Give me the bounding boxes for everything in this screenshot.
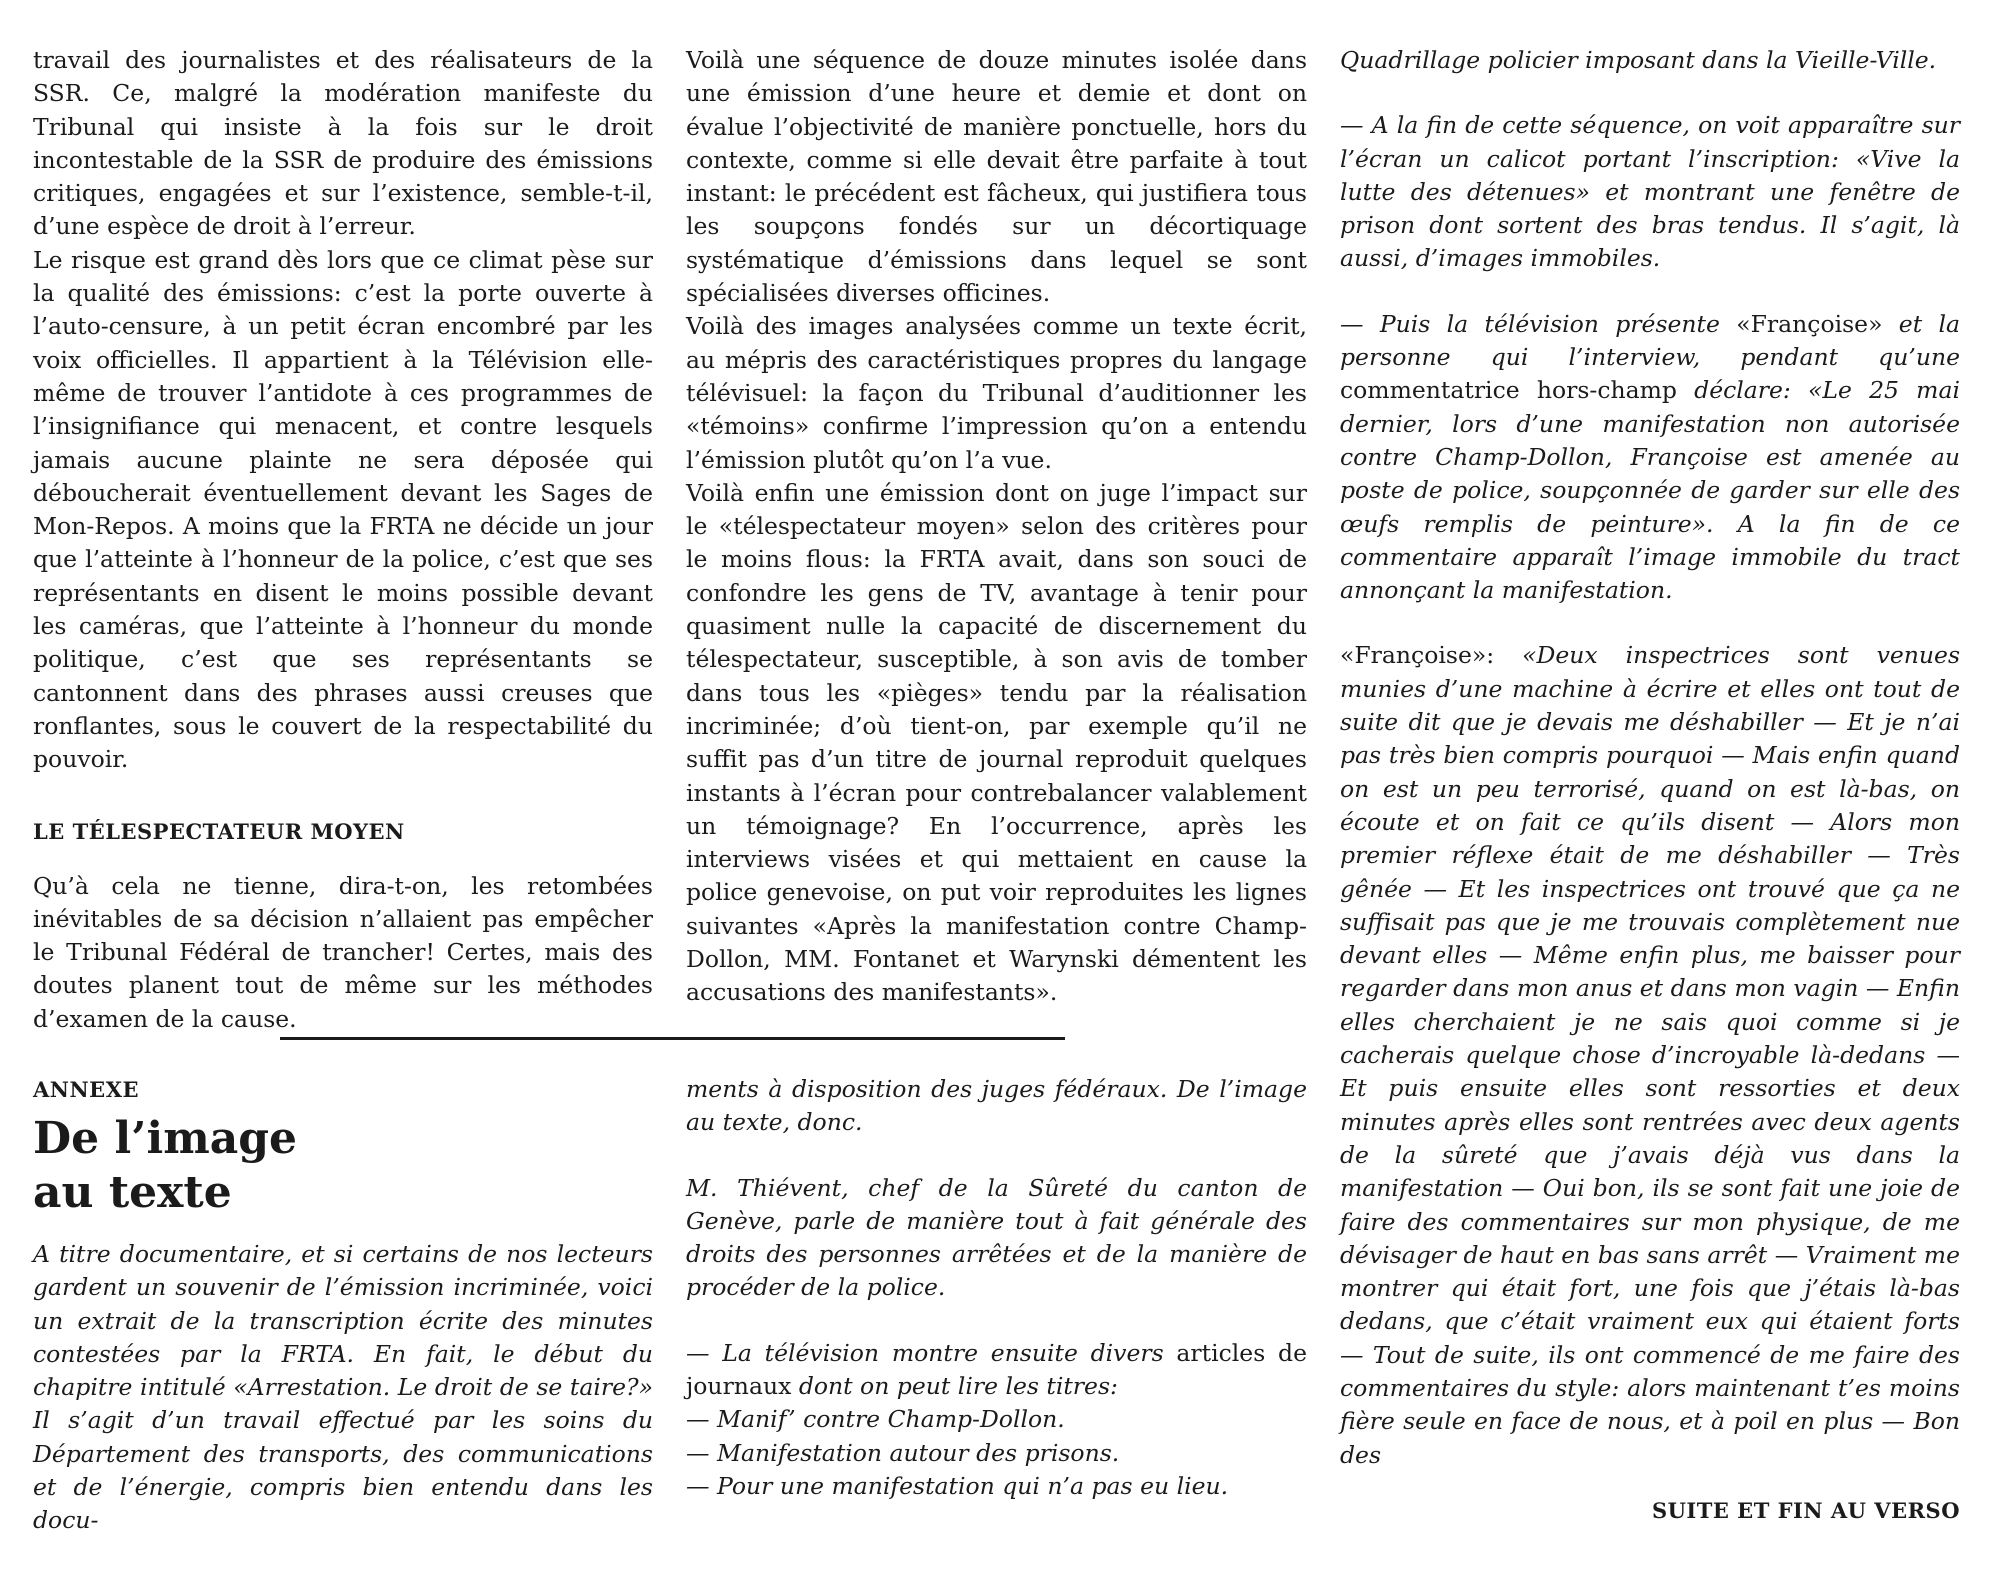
annexe-label: ANNEXE	[33, 1077, 139, 1102]
text-run: — La télévision montre ensuite divers	[686, 1338, 1164, 1367]
text-run: — Puis la télévision présente	[1340, 309, 1737, 338]
continued-notice: SUITE ET FIN AU VERSO	[1651, 1497, 1960, 1523]
text-run: «Deux inspectrices sont venues munies d’une machine à écrire et elles ont tout de suite dit que je devais me déshabiller — Et je n’ai pas très bien compris pourquoi — Mais enfin quand on est un peu terrorisé, quand on est là-bas, on écoute et on fait ce qu’ils disent — Alors mon premier réflexe était de me déshabiller — Très gênée — Et les inspectrices ont trouvé que ça ne suffisait pas que je me trouvais complètement nue devant elles — Même enfin plus, me baisser pour regarder dans mon anus et dans mon vagin — Enfin elles cherchaient je ne sais quoi comme si je cacherais quelque chose d’incroyable là-dedans — Et puis ensuite elles sont ressorties et deux minutes après elles sont rentrées avec deux agents de la sûreté que j’avais déjà vus dans la manifestation — Oui bon, ils se sont fait une joie de faire des commentaires sur mon physique, de me dévisager de haut en bas sans arrêt — Vraiment me montrer qui était fort, une fois que j’étais là-bas dedans, que c’était vraiment eux qui étaient forts — Tout de suite, ils ont commencé de me faire des commentaires du style: alors maintenant t’es moins fière seule en face de nous, et à poil en plus — Bon des	[1340, 641, 1961, 1469]
paragraph: Qu’à cela ne tienne, dira-t-on, les retombées inévitables de sa décision n’allaient pas empêcher le Tribunal Fédéral de trancher! Certes, mais des doutes planent tout de même sur les méthodes d’examen de la cause.	[33, 871, 653, 1033]
column-2-bottom	[686, 1073, 1307, 1503]
text-run: commentatrice hors-champ	[1340, 376, 1677, 405]
annexe-section	[33, 1073, 653, 1538]
text-run: «Françoise»:	[1340, 641, 1523, 670]
text-run: déclare: «Le 25 mai dernier, lors d’une manifestation non autorisée contre Champ-Dollon, Françoise est amenée au poste de police, soupçonnée de garder sur elle des œufs remplis de peinture». A la fin de ce commentaire apparaît l’image immobile du tract annonçant la manifestation.	[1340, 376, 1960, 605]
column-1-top	[33, 44, 653, 1036]
paragraph	[1340, 639, 1960, 1471]
headline-item: — Manifestation autour des prisons.	[686, 1438, 1120, 1467]
annexe-title-line-2: au texte	[33, 1167, 232, 1218]
column-2-top	[686, 44, 1307, 1010]
text-run: articles de journaux	[686, 1338, 1307, 1401]
text-run: dont on peut lire les titres:	[798, 1372, 1118, 1401]
paragraph: travail des journalistes et des réalisateurs de la SSR. Ce, malgré la modération manifeste du Tribunal qui insiste à la fois sur le droit incontestable de la SSR de produire des émissions critiques, engagées et sur l’existence, semble-t-il, d’une espèce de droit à l’erreur.	[33, 46, 653, 241]
paragraph	[1340, 308, 1960, 608]
paragraph: Le risque est grand dès lors que ce climat pèse sur la qualité des émissions: c’est la porte ouverte à l’auto-censure, à un petit écran encombré par les voix officielles. Il appartient à la Télévision elle-même de trouver l’antidote à ces programmes de l’insignifiance qui menacent, et contre lesquels jamais aucune plainte ne sera déposée qui déboucherait éventuellement devant les Sages de Mon-Repos. A moins que la FRTA ne décide un jour que l’atteinte à l’honneur de la police, c’est que ses représentants en disent le moins possible devant les caméras, que l’atteinte à l’honneur du monde politique, c’est que ses représentants se cantonnent dans des phrases aussi creuses que ronflantes, sous le couvert de la respectabilité du pouvoir.	[33, 245, 653, 774]
paragraph: ments à disposition des juges fédéraux. De l’image au texte, donc.	[686, 1075, 1307, 1137]
paragraph: Voilà une séquence de douze minutes isolée dans une émission d’une heure et demie et dont on évalue l’objectivité de manière ponctuelle, hors du contexte, comme si elle devait être parfaite à tout instant: le précédent est fâcheux, qui justifiera tous les soupçons fondés sur un décortiquage systématique d’émissions dans lequel se sont spécialisées diverses officines.	[686, 46, 1307, 308]
column-3	[1340, 44, 1960, 1527]
annexe-title	[33, 1112, 653, 1220]
paragraph: — A la fin de cette séquence, on voit apparaître sur l’écran un calicot portant l’inscription: «Vive la lutte des détenues» et montrant une fenêtre de prison dont sortent des bras tendus. Il s’agit, là aussi, d’images immobiles.	[1340, 111, 1960, 273]
headline-item: — Pour une manifestation qui n’a pas eu lieu.	[686, 1471, 1229, 1500]
paragraph: Voilà des images analysées comme un texte écrit, au mépris des caractéristiques propres du langage télévisuel: la façon du Tribunal d’auditionner les «témoins» confirme l’impression qu’on a entendu l’émission plutôt qu’on l’a vue.	[686, 312, 1307, 474]
section-heading: LE TÉLESPECTATEUR MOYEN	[33, 818, 405, 844]
text-run: et la personne qui l’interview, pendant qu’une	[1340, 309, 1960, 372]
text-run: «Françoise»	[1736, 309, 1883, 338]
paragraph: Quadrillage policier imposant dans la Vieille-Ville.	[1340, 46, 1937, 74]
paragraph: Voilà enfin une émission dont on juge l’impact sur le «télespectateur moyen» selon des critères pour le moins flous: la FRTA avait, dans son souci de confondre les gens de TV, avantage à tenir pour quasiment nulle la capacité de discernement du télespectateur, susceptible, à son avis de tomber dans tous les «pièges» tendu par la réalisation incriminée; d’où tient-on, par exemple qu’il ne suffit pas d’un titre de journal reproduit quelques instants à l’écran pour contrebalancer valablement un témoignage? En l’occurrence, après les interviews visées et qui mettaient en cause la police genevoise, on put voir reproduites les lignes suivantes «Après la manifestation contre Champ-Dollon, MM. Fontanet et Warynski démentent les accusations des manifestants».	[686, 478, 1307, 1007]
annexe-intro: A titre documentaire, et si certains de nos lecteurs gardent un souvenir de l’émission incriminée, voici un extrait de la transcription écrite des minutes contestées par la FRTA. En fait, le début du chapitre intitulé «Arrestation. Le droit de se taire?» Il s’agit d’un travail effectué par les soins du Département des transports, des communications et de l’énergie, compris bien entendu dans les docu-	[33, 1240, 653, 1535]
annexe-title-line-1: De l’image	[33, 1113, 298, 1164]
headline-item: — Manif’ contre Champ-Dollon.	[686, 1405, 1065, 1434]
paragraph	[686, 1337, 1307, 1404]
paragraph: M. Thiévent, chef de la Sûreté du canton de Genève, parle de manière tout à fait générale des droits des personnes arrêtées et de la manière de procéder de la police.	[686, 1173, 1307, 1302]
horizontal-rule	[280, 1037, 1065, 1040]
